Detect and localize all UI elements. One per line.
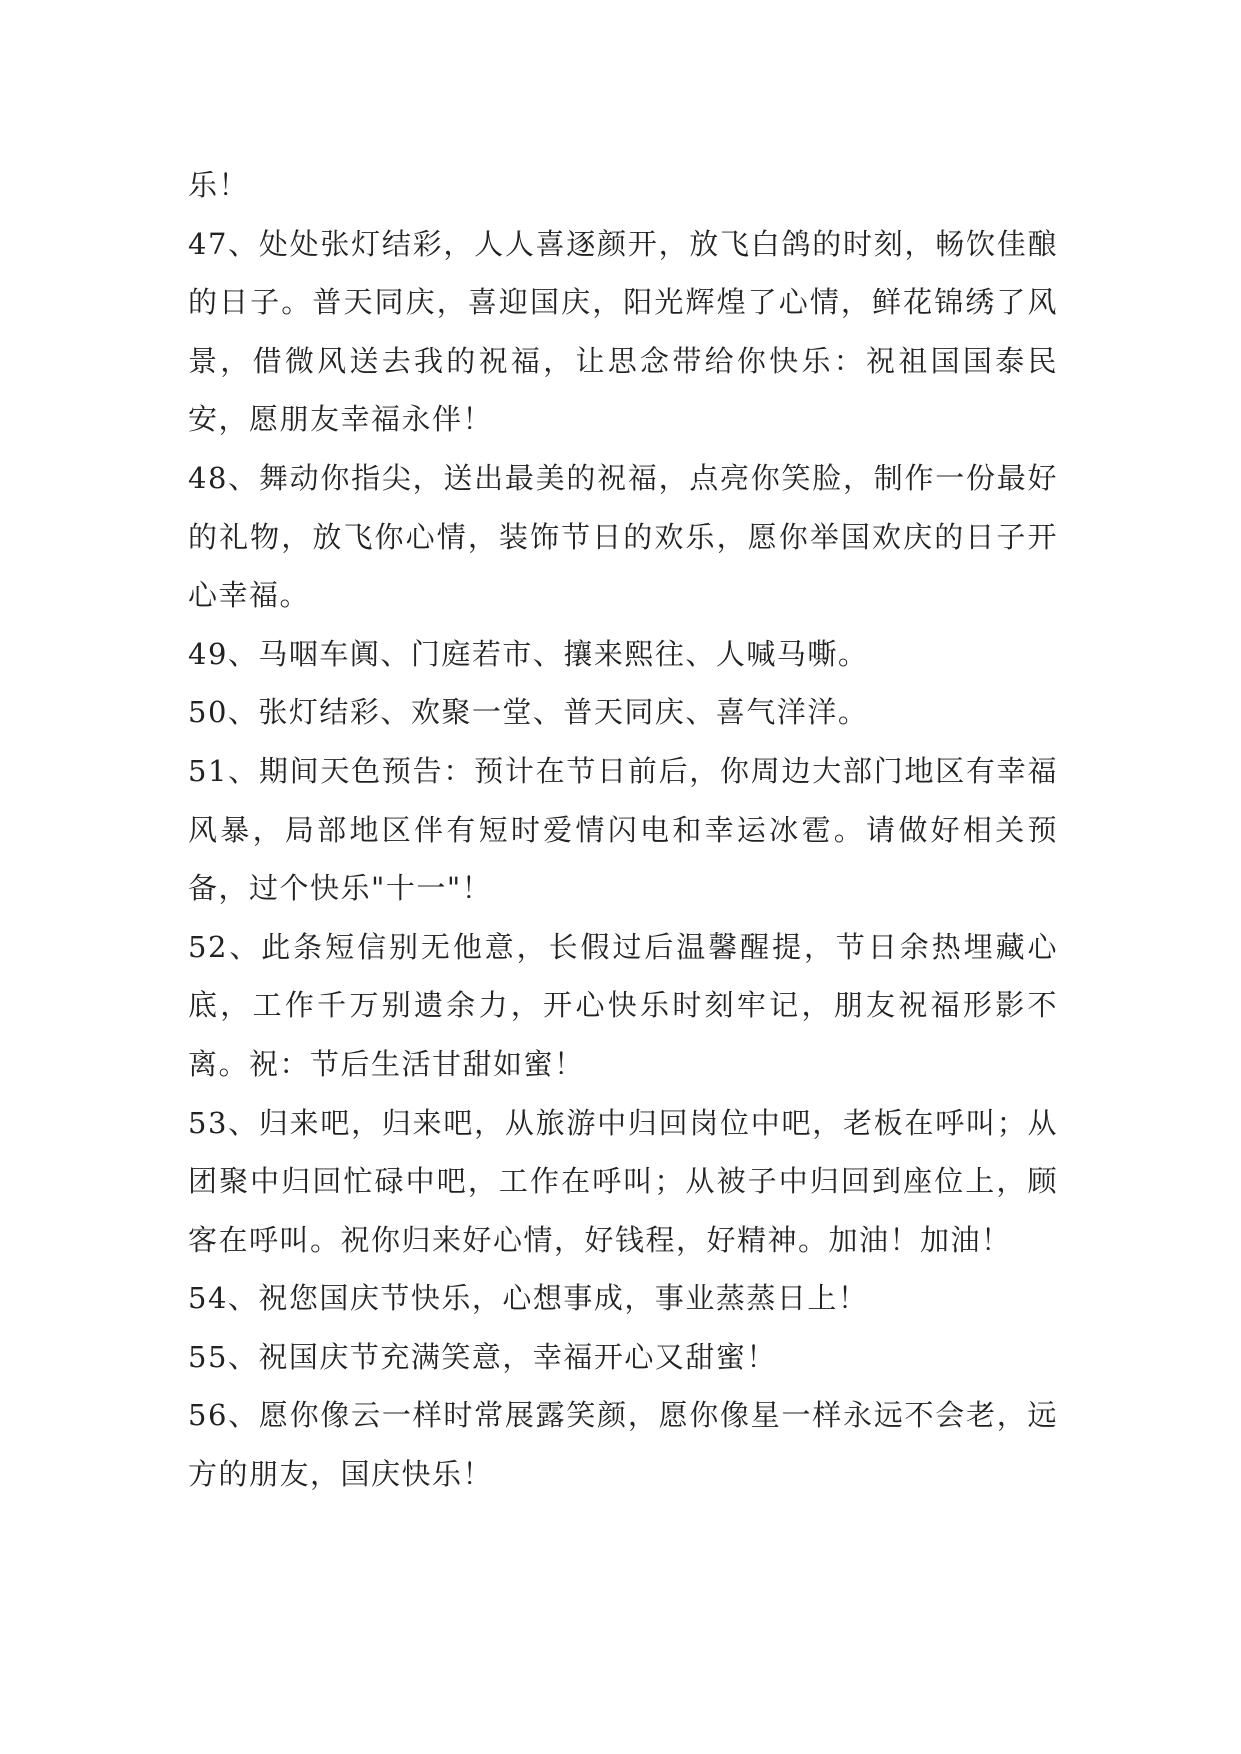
paragraph-continuation: 乐！ [188,168,250,202]
paragraph-50: 50、张灯结彩、欢聚一堂、普天同庆、喜气洋洋。 [188,695,869,730]
paragraph-48: 48、舞动你指尖，送出最美的祝福，点亮你笑脸，制作一份最好的礼物，放飞你心情，装饰节日的欢乐，愿你举国欢庆的日子开心幸福。 [188,460,1058,613]
paragraph-53: 53、归来吧，归来吧，从旅游中归回岗位中吧，老板在呼叫；从团聚中归回忙碌中吧，工作在呼叫；从被子中归回到座位上，顾客在呼叫。祝你归来好心情，好钱程，好精神。加油！加油！ [188,1105,1058,1257]
body-text [188,156,1058,1504]
paragraph-51: 51、期间天色预告：预计在节日前后，你周边大部门地区有幸福风暴，局部地区伴有短时爱情闪电和幸运冰雹。请做好相关预备，过个快乐"十一"！ [188,753,1058,906]
paragraph-55: 55、祝国庆节充满笑意，幸福开心又甜蜜！ [188,1339,777,1374]
paragraph-52: 52、此条短信别无他意，长假过后温馨醒提，节日余热埋藏心底，工作千万别遗余力，开心快乐时刻牢记，朋友祝福形影不离。祝：节后生活甘甜如蜜！ [188,929,1058,1081]
paragraph-47: 47、处处张灯结彩，人人喜逐颜开，放飞白鸽的时刻，畅饮佳酿的日子。普天同庆，喜迎国庆，阳光辉煌了心情，鲜花锦绣了风景，借微风送去我的祝福，让思念带给你快乐：祝祖国国泰民安，愿朋友幸福永伴！ [188,226,1058,437]
paragraph-56: 56、愿你像云一样时常展露笑颜，愿你像星一样永远不会老，远方的朋友，国庆快乐！ [188,1398,1058,1492]
paragraph-49: 49、马咽车阗、门庭若市、攘来熙往、人喊马嘶。 [188,636,869,671]
paragraph-54: 54、祝您国庆节快乐，心想事成，事业蒸蒸日上！ [188,1281,869,1316]
